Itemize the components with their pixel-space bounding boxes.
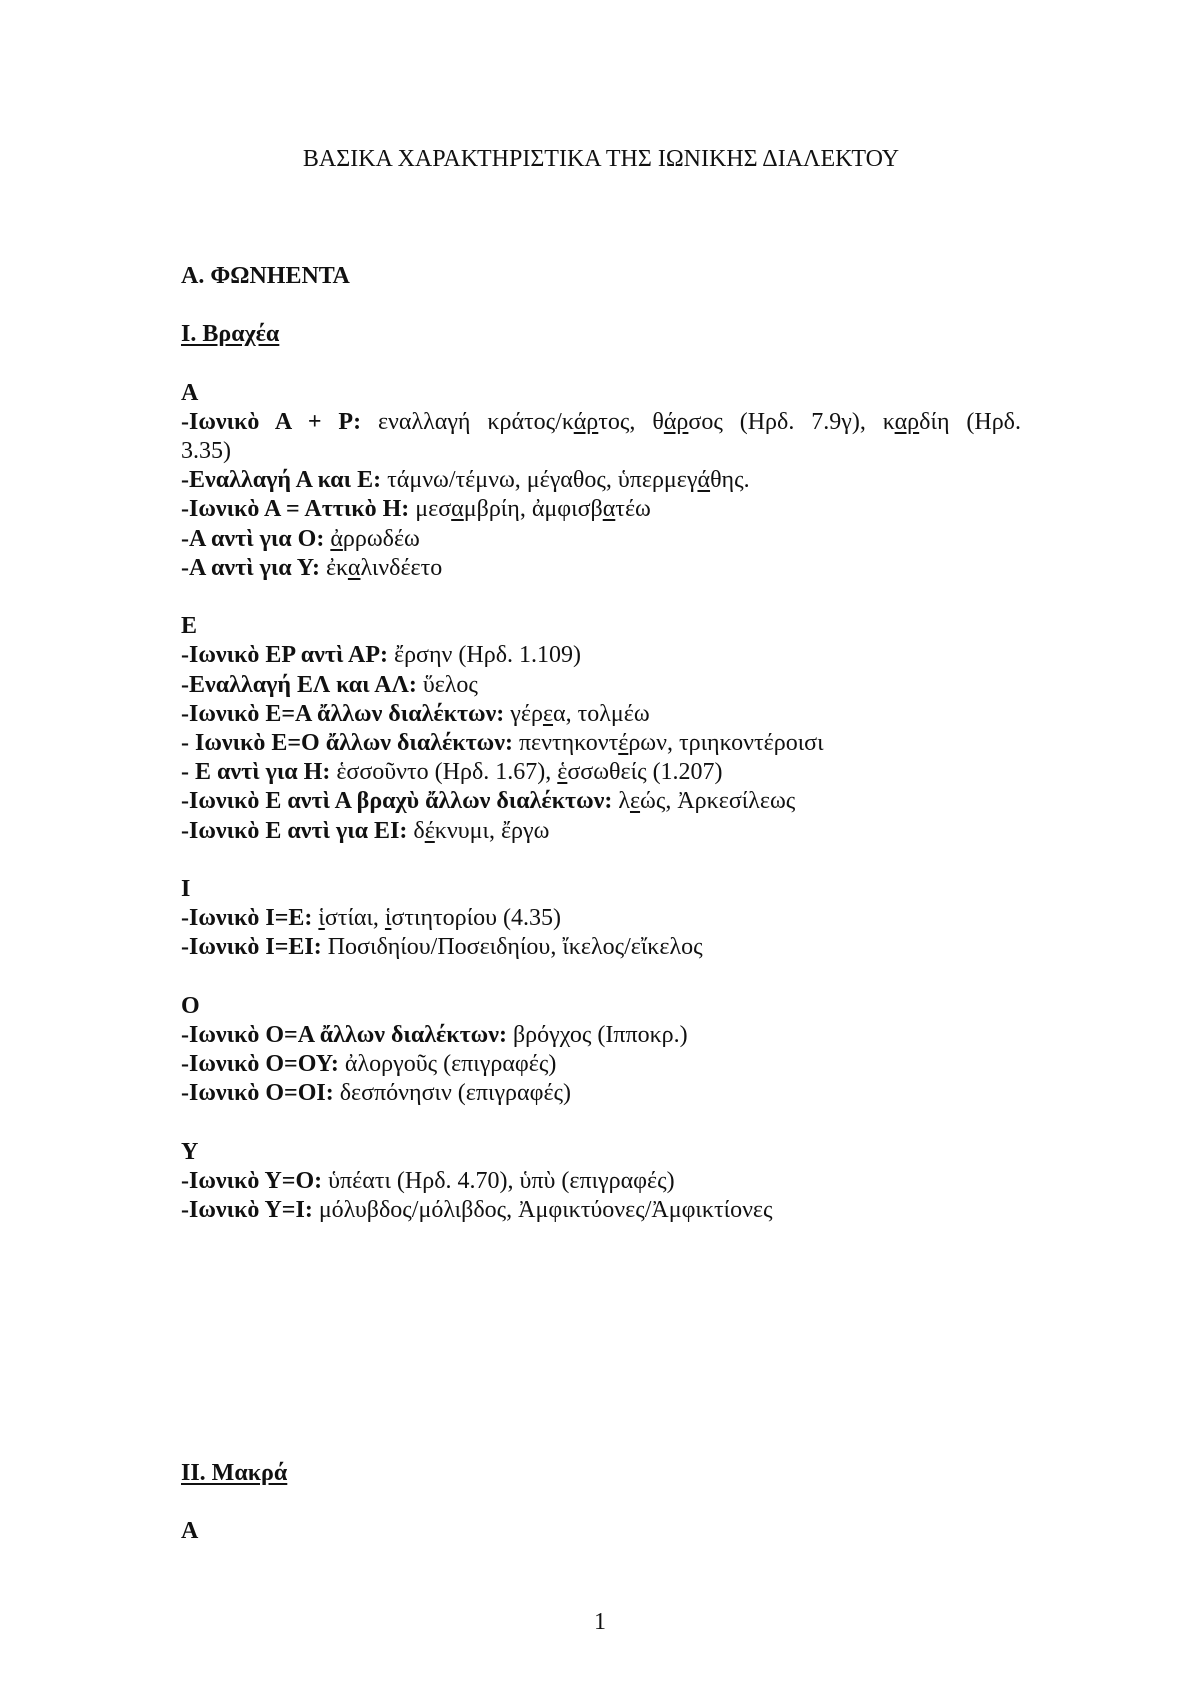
subsections-container xyxy=(181,320,1021,1546)
example-text: α, τολμέω xyxy=(553,700,650,727)
feature-label: - Ε αντὶ για Η: xyxy=(181,759,331,786)
example-text: ρρωδέω xyxy=(342,525,420,552)
example-text: ρων, τριηκοντέροισι xyxy=(628,730,824,756)
underlined-example-text: α xyxy=(602,496,616,523)
example-text: δ xyxy=(413,817,425,844)
feature-label: -Ιωνικὸ ΕΡ αντὶ ΑΡ: xyxy=(181,642,388,669)
example-continuation: 3.35) xyxy=(181,437,231,464)
feature-label: -Ιωνικὸ Ι=Ε: xyxy=(181,905,313,932)
example-text: ώς, Ἀρκεσίλεως xyxy=(640,788,796,815)
underlined-example-text: έ xyxy=(424,817,435,844)
example-text: κνυμι, ἔργω xyxy=(434,817,550,844)
example-text: βρόγχος (Ιπποκρ.) xyxy=(512,1022,688,1048)
subsection xyxy=(181,1459,1021,1547)
underlined-example-text: έ xyxy=(618,730,629,756)
example-text: μόλυβδος/μόλιβδος, Ἀμφικτύονες/Ἀμφικτίονες xyxy=(318,1197,773,1224)
example-text: σσωθείς (1.207) xyxy=(567,759,723,786)
example-text: ὕελος xyxy=(422,671,478,698)
letter-group xyxy=(181,379,1021,583)
feature-label: -Ιωνικὸ Υ=Ο: xyxy=(181,1168,323,1194)
underlined-example-text: ἑ xyxy=(557,759,568,786)
example-text: σος (Ηρδ. 7.9γ), κ xyxy=(688,408,895,435)
underlined-example-text: ά xyxy=(697,467,711,494)
example-text: τος, θ xyxy=(598,408,664,435)
example-text: τέω xyxy=(615,496,651,523)
feature-line xyxy=(181,729,1021,758)
feature-label: -Ιωνικὸ Α + Ρ: xyxy=(181,408,362,435)
feature-line xyxy=(181,1079,1021,1108)
feature-line xyxy=(181,817,1021,846)
subsection-heading: ΙΙ. Μακρά xyxy=(181,1460,288,1486)
example-text: ἑσσοῦντο (Ηρδ. 1.67), xyxy=(336,759,558,786)
feature-line xyxy=(181,495,1021,524)
letter-group xyxy=(181,875,1021,963)
feature-line xyxy=(181,641,1021,670)
example-text: Ποσιδηίου/Ποσειδηίου, ἴκελος/εἴκελος xyxy=(327,934,703,961)
underlined-example-text: ἀ xyxy=(330,525,343,552)
example-text: ἔρσην (Ηρδ. 1.109) xyxy=(394,642,581,669)
feature-label: -Ιωνικὸ Ε αντὶ Α βραχὺ ἄλλων διαλέκτων: xyxy=(181,788,613,815)
feature-line xyxy=(181,466,1021,495)
page-content xyxy=(181,145,1021,1547)
letter-group xyxy=(181,1138,1021,1226)
example-text: στιητορίου (4.35) xyxy=(391,905,561,932)
feature-line xyxy=(181,525,1021,554)
letter-group xyxy=(181,612,1021,846)
letter-group xyxy=(181,992,1021,1109)
feature-label: -Ιωνικὸ Α = Αττικὸ Η: xyxy=(181,496,410,523)
underlined-example-text: αρ xyxy=(894,408,920,435)
feature-line xyxy=(181,1167,1021,1196)
group-letter: Ε xyxy=(181,613,198,640)
example-text: λ xyxy=(618,788,630,815)
group-letter: Ι xyxy=(181,876,191,902)
group-letter: Υ xyxy=(181,1138,199,1165)
underlined-example-text: άρ xyxy=(663,408,689,435)
example-text: θης. xyxy=(710,467,750,494)
feature-line xyxy=(181,671,1021,700)
feature-label: -Εναλλαγή ΕΛ και ΑΛ: xyxy=(181,671,417,698)
feature-line xyxy=(181,933,1021,962)
feature-label: -Α αντὶ για Ο: xyxy=(181,525,325,552)
feature-label: -Ιωνικὸ Ο=ΟΥ: xyxy=(181,1051,339,1078)
example-text: ἀλοργοῦς (επιγραφές) xyxy=(344,1051,557,1078)
feature-label: -Ιωνικὸ Ε αντὶ για ΕΙ: xyxy=(181,817,408,844)
underlined-example-text: ἱ xyxy=(318,905,325,932)
document-title: ΒΑΣΙΚΑ ΧΑΡΑΚΤΗΡΙΣΤΙΚΑ ΤΗΣ ΙΩΝΙΚΗΣ ΔΙΑΛΕΚΤΟΥ xyxy=(302,146,900,172)
feature-label: -Ιωνικὸ Ο=Α ἄλλων διαλέκτων: xyxy=(181,1022,507,1048)
feature-line xyxy=(181,408,1021,437)
group-letter: Α xyxy=(181,379,199,406)
example-text: πεντηκοντ xyxy=(518,730,619,756)
example-text: δίη (Ηρδ. xyxy=(919,408,1021,435)
feature-label: - Ιωνικὸ Ε=Ο ἄλλων διαλέκτων: xyxy=(181,730,513,756)
example-text: στίαι, xyxy=(324,905,385,932)
feature-line xyxy=(181,1021,1021,1050)
example-text: ὑπέατι (Ηρδ. 4.70), ὑπὺ (επιγραφές) xyxy=(328,1168,675,1194)
feature-line xyxy=(181,1196,1021,1225)
example-text: μεσ xyxy=(415,496,452,523)
example-text: ἐκ xyxy=(325,554,348,581)
example-text: δεσπόνησιν (επιγραφές) xyxy=(339,1080,572,1107)
feature-label: -Εναλλαγή Α και Ε: xyxy=(181,467,382,494)
feature-label: -Ιωνικὸ Υ=Ι: xyxy=(181,1197,313,1224)
underlined-example-text: ε xyxy=(542,700,554,727)
page-number: 1 xyxy=(594,1609,606,1635)
subsection-heading: Ι. Βραχέα xyxy=(181,321,280,348)
feature-label: -Ιωνικὸ Ε=Α ἄλλων διαλέκτων: xyxy=(181,700,505,727)
feature-line xyxy=(181,1050,1021,1079)
subsection xyxy=(181,320,1021,1225)
feature-line xyxy=(181,787,1021,816)
underlined-example-text: α xyxy=(451,496,464,523)
feature-line xyxy=(181,554,1021,583)
underlined-example-text: ἱ xyxy=(384,905,392,932)
example-text: τάμνω/τέμνω, μέγαθος, ὑπερμεγ xyxy=(387,467,698,494)
feature-label: -Ιωνικὸ Ι=ΕΙ: xyxy=(181,934,322,961)
feature-line xyxy=(181,904,1021,933)
section-heading: Α. ΦΩΝΗΕΝΤΑ xyxy=(181,262,350,289)
example-text: εναλλαγή κράτος/κ xyxy=(377,408,574,435)
example-text: μβρίη, ἀμφισβ xyxy=(463,496,603,523)
feature-label: -Α αντὶ για Υ: xyxy=(181,554,320,581)
group-letter: Ο xyxy=(181,992,200,1019)
underlined-example-text: α xyxy=(347,554,361,581)
letter-group xyxy=(181,1517,1021,1546)
feature-line xyxy=(181,700,1021,729)
feature-line xyxy=(181,758,1021,787)
underlined-example-text: άρ xyxy=(573,408,599,435)
underlined-example-text: ε xyxy=(629,788,641,815)
example-text: γέρ xyxy=(510,700,543,727)
feature-label: -Ιωνικὸ Ο=ΟΙ: xyxy=(181,1080,334,1107)
example-text: λινδέετο xyxy=(360,554,443,581)
group-letter: Α xyxy=(181,1518,199,1545)
